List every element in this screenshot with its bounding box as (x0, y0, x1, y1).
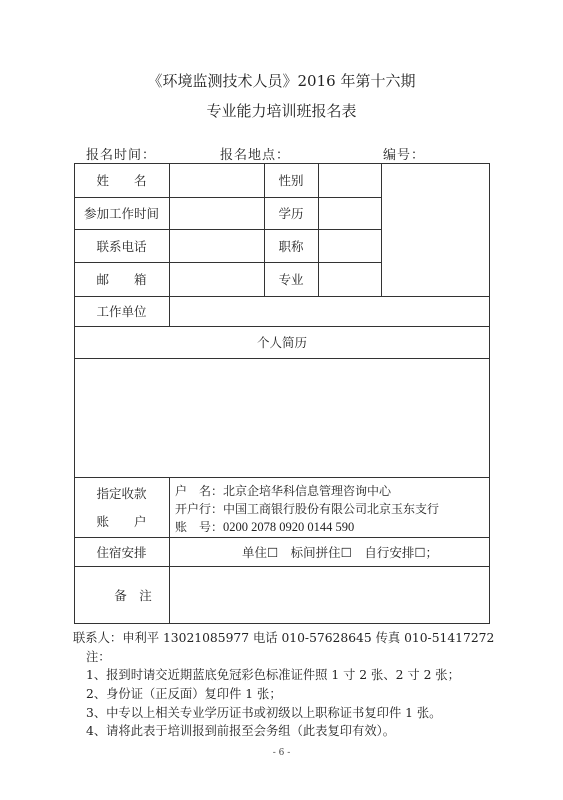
note-item: 2、身份证（正反面）复印件 1 张； (86, 687, 282, 701)
phone-label: 联系电话 (96, 238, 147, 254)
payment-label-line2: 账 户 (96, 514, 147, 529)
employer-label: 工作单位 (96, 304, 147, 319)
account-line (175, 518, 354, 535)
form-number-label: 编号： (383, 148, 426, 163)
education-label: 学历 (278, 206, 304, 221)
name-label: 姓 名 (96, 173, 147, 188)
account-number: 0200 2078 0920 0144 590 (223, 520, 355, 534)
payee-line: 户 名：北京企培华科信息管理咨询中心 (175, 484, 392, 498)
name-field[interactable] (170, 164, 263, 196)
major-label: 专业 (278, 272, 304, 287)
bank-line: 开户行：中国工商银行股份有限公司北京玉东支行 (175, 502, 440, 516)
lodging-label: 住宿安排 (96, 544, 147, 560)
contact-line: 联系人：申利平 13021085977 电话 010-57628645 传真 010-51417272 (73, 631, 495, 645)
note-item: 4、请将此表于培训报到前报至会务组（此表复印有效）。 (86, 724, 396, 738)
remarks-label: 备 注 (114, 588, 152, 603)
notes-label: 注： (86, 650, 111, 664)
phone-field[interactable] (170, 230, 263, 261)
major-field[interactable] (319, 263, 380, 295)
remarks-field[interactable] (170, 567, 489, 623)
email-label: 邮 箱 (96, 272, 147, 287)
resume-field[interactable] (75, 359, 489, 476)
education-field[interactable] (319, 198, 380, 228)
title-label: 职称 (278, 238, 304, 254)
registration-time-label: 报名时间： (86, 148, 157, 163)
work-start-label: 参加工作时间 (83, 206, 159, 221)
page-number: - 6 - (272, 748, 291, 758)
email-field[interactable] (170, 263, 263, 295)
gender-label: 性别 (278, 173, 304, 188)
resume-label: 个人简历 (256, 335, 307, 350)
payment-label-line1: 指定收款 (96, 486, 147, 501)
registration-place-label: 报名地点： (220, 148, 291, 163)
lodging-options[interactable]: 单住☐ 标间拼住☐ 自行安排☐； (241, 544, 439, 560)
account-prefix: 账 号： (175, 520, 224, 534)
form-title-line1: 《环境监测技术人员》2016 年第十六期 (147, 72, 416, 90)
title-field[interactable] (319, 230, 380, 261)
employer-field[interactable] (170, 297, 489, 325)
photo-area[interactable] (382, 164, 489, 295)
gender-field[interactable] (319, 164, 380, 196)
form-title-line2: 专业能力培训班报名表 (206, 102, 357, 120)
note-item: 1、报到时请交近期蓝底免冠彩色标准证件照 1 寸 2 张、2 寸 2 张； (86, 668, 460, 682)
note-item: 3、中专以上相关专业学历证书或初级以上职称证书复印件 1 张。 (86, 706, 442, 720)
row-divider (74, 477, 490, 478)
work-start-field[interactable] (170, 198, 263, 228)
